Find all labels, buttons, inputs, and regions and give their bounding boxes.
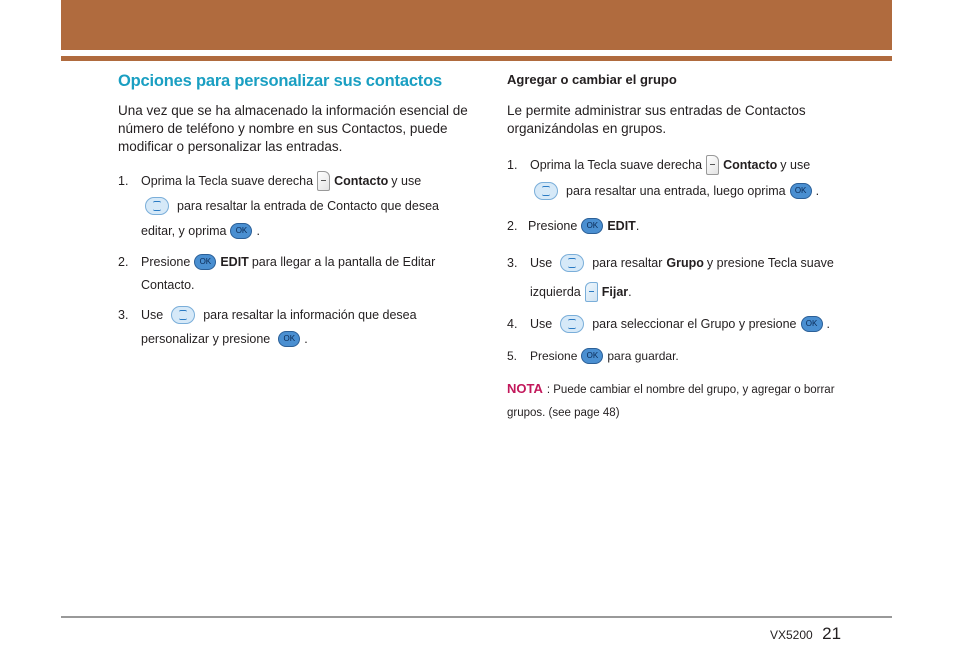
step-text: . xyxy=(635,219,640,233)
right-soft-key-icon xyxy=(317,171,330,191)
step-number: 1. xyxy=(507,158,518,172)
step-text: y use xyxy=(780,158,811,172)
step-2-line-1 xyxy=(118,253,435,271)
step-1-line-1 xyxy=(507,155,810,175)
step-text: . xyxy=(628,285,632,299)
header-rule xyxy=(61,56,892,61)
page-number: 21 xyxy=(822,624,842,643)
step-text: para resaltar una entrada, luego oprima xyxy=(566,184,786,198)
step-1-line-2 xyxy=(141,197,439,215)
model-name: VX5200 xyxy=(770,628,813,642)
navigation-key-icon xyxy=(560,315,584,333)
step-text: Presione xyxy=(530,349,578,363)
header-bar xyxy=(61,0,892,50)
section-title: Opciones para personalizar sus contactos xyxy=(118,72,442,90)
step-bold: Fijar xyxy=(601,285,629,299)
step-text: personalizar y presione xyxy=(141,332,271,346)
step-bold: Grupo xyxy=(666,256,704,270)
intro-paragraph: Le permite administrar sus entradas de Contactos organizándolas en grupos. xyxy=(507,103,806,136)
step-text: Oprima la Tecla suave derecha xyxy=(530,158,703,172)
ok-key-icon: OK xyxy=(278,331,300,347)
ok-key-icon: OK xyxy=(801,316,823,332)
step-text: para seleccionar el Grupo y presione xyxy=(592,317,797,331)
navigation-key-icon xyxy=(171,306,195,324)
step-text: para resaltar la entrada de Contacto que desea xyxy=(177,199,439,213)
step-text: Contacto. xyxy=(141,278,195,292)
step-text: . xyxy=(815,184,820,198)
step-number: 5. xyxy=(507,349,518,363)
step-text: para resaltar la información que desea xyxy=(203,308,417,322)
step-text: para llegar a la pantalla de Editar xyxy=(251,255,436,269)
navigation-key-icon xyxy=(560,254,584,272)
step-text: Oprima la Tecla suave derecha xyxy=(141,174,314,188)
step-number: 4. xyxy=(507,317,518,331)
step-bold: EDIT xyxy=(607,219,636,233)
step-4-line-1 xyxy=(507,315,830,333)
footer-rule xyxy=(61,616,892,618)
ok-key-icon: OK xyxy=(581,348,603,364)
navigation-key-icon xyxy=(145,197,169,215)
step-text: para resaltar xyxy=(592,256,663,270)
note-text: : Puede cambiar el nombre del grupo, y agregar o borrar xyxy=(546,384,835,396)
step-2-line-2 xyxy=(141,276,195,294)
step-bold: Contacto xyxy=(723,158,778,172)
footer xyxy=(770,624,841,644)
ok-key-icon: OK xyxy=(194,254,216,270)
step-text: para guardar. xyxy=(607,349,679,363)
step-text: y presione Tecla suave xyxy=(706,256,834,270)
step-text: izquierda xyxy=(530,285,581,299)
navigation-key-icon xyxy=(534,182,558,200)
step-1-line-1 xyxy=(118,171,421,191)
step-text: Use xyxy=(530,256,553,270)
step-text: . xyxy=(826,317,830,331)
ok-key-icon: OK xyxy=(790,183,812,199)
step-text: editar, y oprima xyxy=(141,224,227,238)
step-text: y use xyxy=(391,174,422,188)
step-3-line-1 xyxy=(507,254,834,272)
note-block xyxy=(507,377,862,425)
step-text: Presione xyxy=(141,255,191,269)
ok-key-icon: OK xyxy=(230,223,252,239)
step-1-line-3 xyxy=(141,222,260,240)
step-1-line-2 xyxy=(530,182,819,200)
step-3-line-1 xyxy=(118,306,417,324)
note-text: grupos. (see page 48) xyxy=(507,407,620,419)
intro-paragraph: Una vez que se ha almacenado la información esencial de número de teléfono y nombre en sus Contactos, puede modificar o personalizar las entradas. xyxy=(118,103,468,154)
step-text: . xyxy=(304,332,308,346)
ok-key-icon: OK xyxy=(581,218,603,234)
step-5-line-1 xyxy=(507,347,679,365)
note-label: NOTA xyxy=(507,381,543,396)
left-soft-key-icon xyxy=(585,282,598,302)
right-soft-key-icon xyxy=(706,155,719,175)
step-number: 2. xyxy=(118,255,129,269)
step-number: 2. xyxy=(507,219,518,233)
step-text: Use xyxy=(530,317,553,331)
section-subtitle: Agregar o cambiar el grupo xyxy=(507,72,677,87)
step-3-line-2 xyxy=(530,282,632,302)
step-text: Presione xyxy=(528,219,578,233)
step-2-line-1 xyxy=(507,217,639,235)
step-3-line-2 xyxy=(141,330,308,348)
step-bold: Contacto xyxy=(334,174,389,188)
step-number: 1. xyxy=(118,174,129,188)
step-number: 3. xyxy=(118,308,129,322)
step-bold: EDIT xyxy=(220,255,249,269)
step-text: . xyxy=(256,224,260,238)
step-number: 3. xyxy=(507,256,518,270)
step-text: Use xyxy=(141,308,164,322)
